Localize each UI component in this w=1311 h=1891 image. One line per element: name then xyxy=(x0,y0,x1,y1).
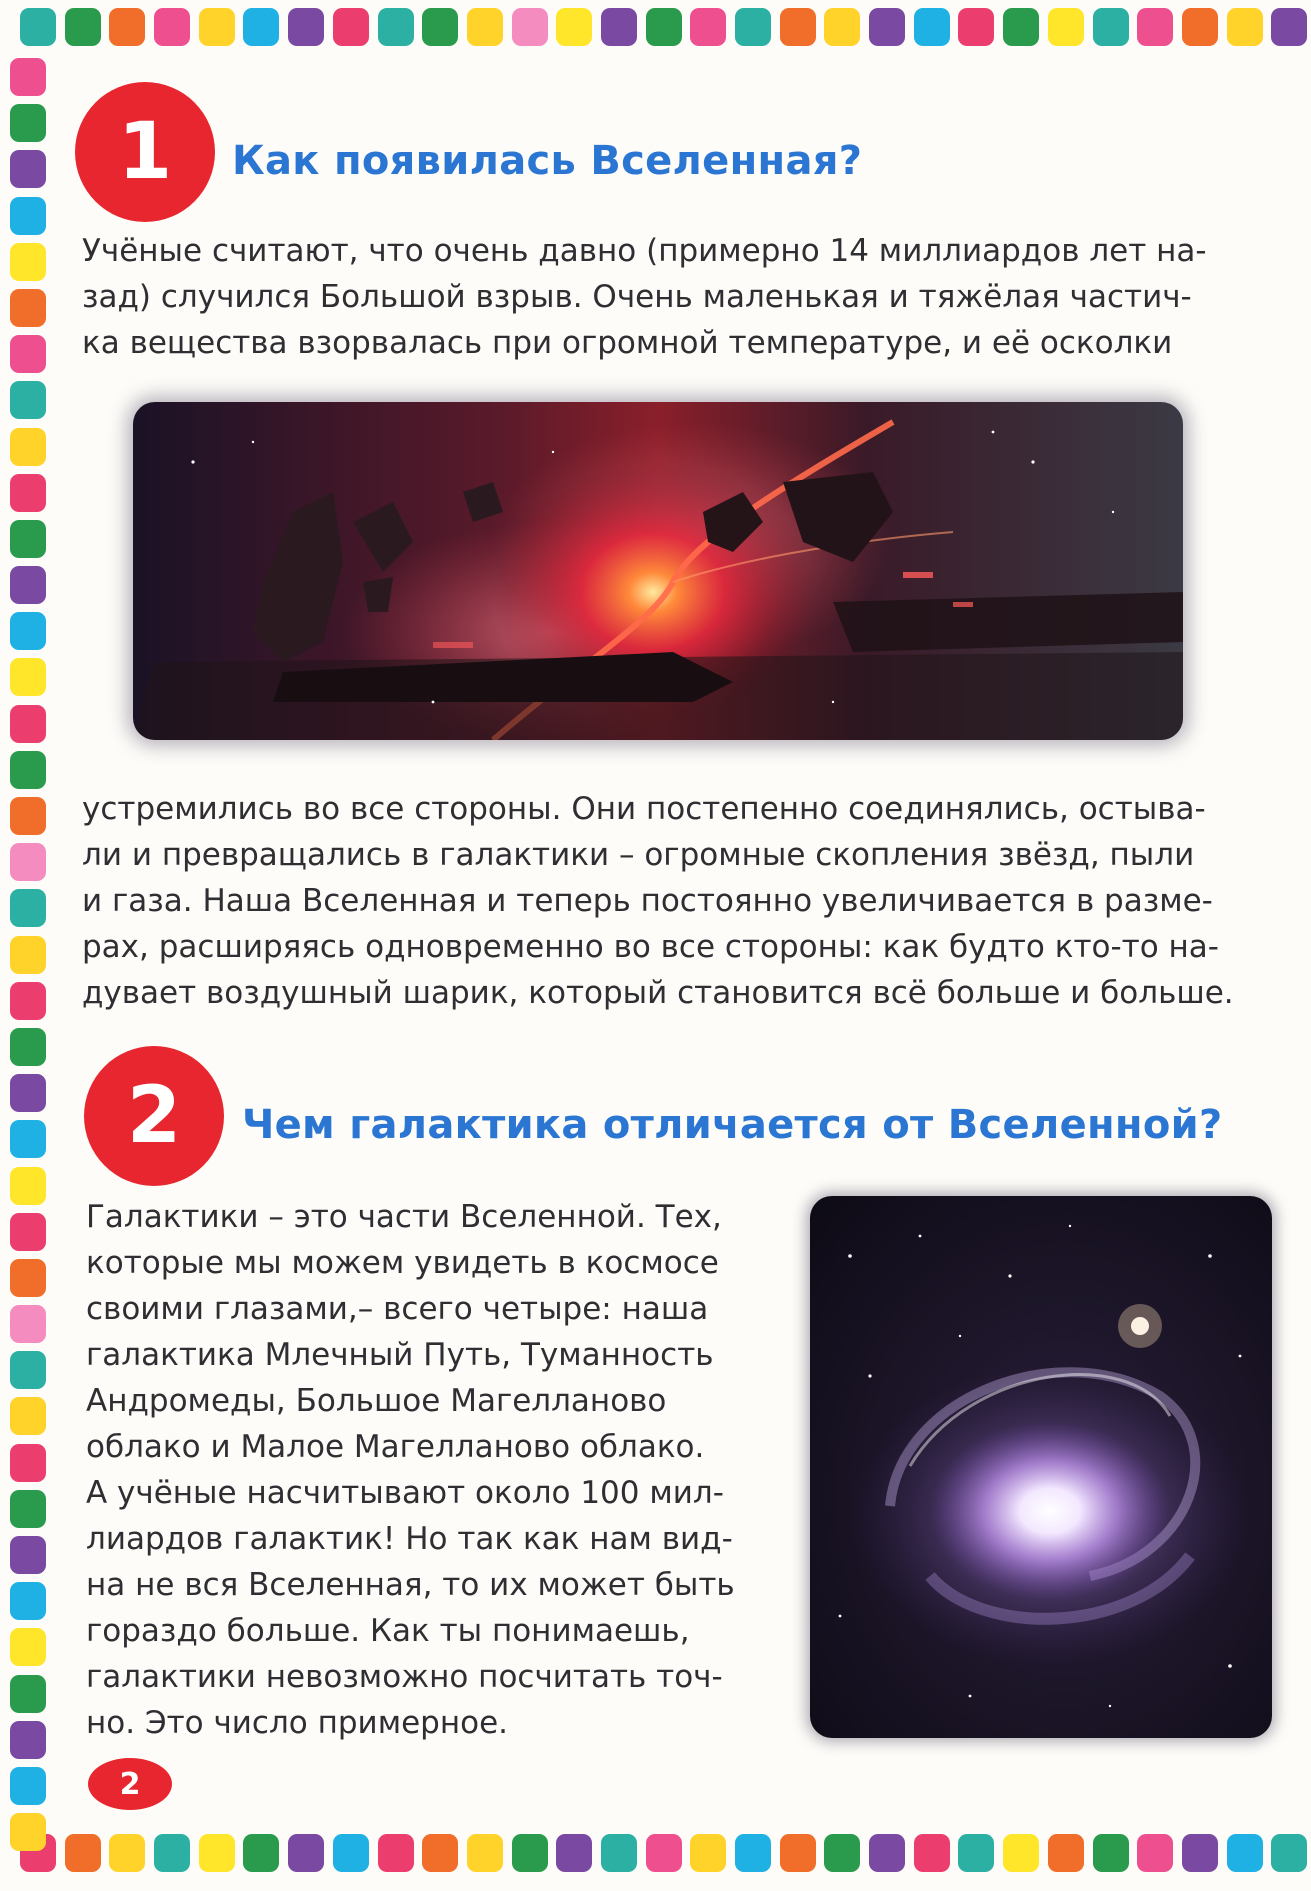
border-square xyxy=(10,1490,46,1528)
border-square xyxy=(10,1813,46,1851)
border-square xyxy=(10,428,46,466)
text-line: зад) случился Большой взрыв. Очень маленькая и тяжёлая частич- xyxy=(82,279,1192,315)
border-square xyxy=(333,8,369,46)
border-square xyxy=(333,1834,369,1872)
border-square xyxy=(154,1834,190,1872)
border-square xyxy=(422,1834,458,1872)
border-square xyxy=(735,8,771,46)
text-line: и газа. Наша Вселенная и теперь постоянно увеличивается в разме- xyxy=(82,883,1213,919)
text-line: своими глазами,– всего четыре: наша xyxy=(86,1291,709,1327)
text-line: галактики невозможно посчитать точ- xyxy=(86,1659,723,1695)
border-square xyxy=(288,1834,324,1872)
border-square xyxy=(10,936,46,974)
text-line: рах, расширяясь одновременно во все стороны: как будто кто-то на- xyxy=(82,929,1219,965)
border-square xyxy=(422,8,458,46)
border-square xyxy=(10,1074,46,1112)
border-square xyxy=(556,1834,592,1872)
border-square xyxy=(378,8,414,46)
border-square xyxy=(1182,8,1218,46)
text-line: Андромеды, Большое Магелланово xyxy=(86,1383,667,1419)
border-square xyxy=(10,1582,46,1620)
border-square xyxy=(65,8,101,46)
text-line: лиардов галактик! Но так как нам вид- xyxy=(86,1521,733,1557)
border-square xyxy=(10,1167,46,1205)
text-line: но. Это число примерное. xyxy=(86,1705,508,1741)
border-square xyxy=(10,474,46,512)
border-square xyxy=(10,289,46,327)
border-square xyxy=(869,8,905,46)
border-square xyxy=(1271,8,1307,46)
section-paragraph xyxy=(82,786,1234,1016)
section-heading: Как появилась Вселенная? xyxy=(232,138,863,184)
border-square xyxy=(10,889,46,927)
border-square xyxy=(10,1120,46,1158)
border-square xyxy=(1048,1834,1084,1872)
border-square xyxy=(780,1834,816,1872)
border-square xyxy=(914,8,950,46)
border-square xyxy=(10,843,46,881)
text-line: устремились во все стороны. Они постепенно соединялись, остыва- xyxy=(82,791,1206,827)
text-line: Галактики – это части Вселенной. Тех, xyxy=(86,1199,722,1235)
border-square xyxy=(10,520,46,558)
border-square xyxy=(601,8,637,46)
border-square xyxy=(109,8,145,46)
border-square xyxy=(824,8,860,46)
page-number: 2 xyxy=(88,1758,172,1810)
border-square xyxy=(10,982,46,1020)
border-square xyxy=(512,1834,548,1872)
border-square xyxy=(109,1834,145,1872)
border-square xyxy=(10,1397,46,1435)
bottom-border xyxy=(20,1834,1311,1872)
border-square xyxy=(467,1834,503,1872)
border-square xyxy=(10,751,46,789)
section-heading: Чем галактика отличается от Вселенной? xyxy=(242,1102,1223,1148)
border-square xyxy=(10,1305,46,1343)
border-square xyxy=(288,8,324,46)
border-square xyxy=(10,1351,46,1389)
border-square xyxy=(10,1213,46,1251)
border-square xyxy=(1182,1834,1218,1872)
text-line: на не вся Вселенная, то их может быть xyxy=(86,1567,735,1603)
border-square xyxy=(467,8,503,46)
border-square xyxy=(10,197,46,235)
border-square xyxy=(10,1675,46,1713)
border-square xyxy=(690,1834,726,1872)
border-square xyxy=(10,1767,46,1805)
border-square xyxy=(1048,8,1084,46)
text-line: которые мы можем увидеть в космосе xyxy=(86,1245,719,1281)
section-number-badge: 2 xyxy=(84,1046,224,1186)
border-square xyxy=(10,705,46,743)
border-square xyxy=(958,1834,994,1872)
border-square xyxy=(10,1536,46,1574)
border-square xyxy=(243,1834,279,1872)
border-square xyxy=(646,8,682,46)
border-square xyxy=(154,8,190,46)
text-line: ли и превращались в галактики – огромные скопления звёзд, пыли xyxy=(82,837,1195,873)
border-square xyxy=(601,1834,637,1872)
border-square xyxy=(10,335,46,373)
border-square xyxy=(10,658,46,696)
section-paragraph xyxy=(86,1194,735,1746)
section-paragraph xyxy=(82,228,1207,366)
border-square xyxy=(243,8,279,46)
border-square xyxy=(10,381,46,419)
border-square xyxy=(10,797,46,835)
left-border xyxy=(10,58,46,1859)
border-square xyxy=(824,1834,860,1872)
border-square xyxy=(20,8,56,46)
section-number-badge: 1 xyxy=(75,82,215,222)
border-square xyxy=(1227,1834,1263,1872)
border-square xyxy=(1271,1834,1307,1872)
border-square xyxy=(199,1834,235,1872)
border-square xyxy=(690,8,726,46)
text-line: Учёные считают, что очень давно (примерно 14 миллиардов лет на- xyxy=(82,233,1207,269)
border-square xyxy=(1003,8,1039,46)
top-border xyxy=(20,8,1311,46)
border-square xyxy=(10,566,46,604)
border-square xyxy=(646,1834,682,1872)
border-square xyxy=(512,8,548,46)
border-square xyxy=(735,1834,771,1872)
border-square xyxy=(10,612,46,650)
border-square xyxy=(10,1028,46,1066)
text-line: галактика Млечный Путь, Туманность xyxy=(86,1337,714,1373)
border-square xyxy=(1137,1834,1173,1872)
big-bang-image xyxy=(133,402,1183,740)
border-square xyxy=(10,1628,46,1666)
border-square xyxy=(65,1834,101,1872)
border-square xyxy=(10,150,46,188)
border-square xyxy=(1093,1834,1129,1872)
border-square xyxy=(958,8,994,46)
border-square xyxy=(780,8,816,46)
text-line: дувает воздушный шарик, который становится всё больше и больше. xyxy=(82,975,1234,1011)
border-square xyxy=(1227,8,1263,46)
border-square xyxy=(10,243,46,281)
border-square xyxy=(10,1721,46,1759)
border-square xyxy=(556,8,592,46)
border-square xyxy=(1093,8,1129,46)
text-line: облако и Малое Магелланово облако. xyxy=(86,1429,705,1465)
border-square xyxy=(10,1259,46,1297)
border-square xyxy=(10,58,46,96)
border-square xyxy=(10,104,46,142)
border-square xyxy=(914,1834,950,1872)
border-square xyxy=(1137,8,1173,46)
border-square xyxy=(1003,1834,1039,1872)
text-line: ка вещества взорвалась при огромной температуре, и её осколки xyxy=(82,325,1173,361)
text-line: А учёные насчитывают около 100 мил- xyxy=(86,1475,724,1511)
border-square xyxy=(869,1834,905,1872)
border-square xyxy=(10,1444,46,1482)
galaxy-image xyxy=(810,1196,1272,1738)
text-line: гораздо больше. Как ты понимаешь, xyxy=(86,1613,690,1649)
border-square xyxy=(199,8,235,46)
border-square xyxy=(378,1834,414,1872)
